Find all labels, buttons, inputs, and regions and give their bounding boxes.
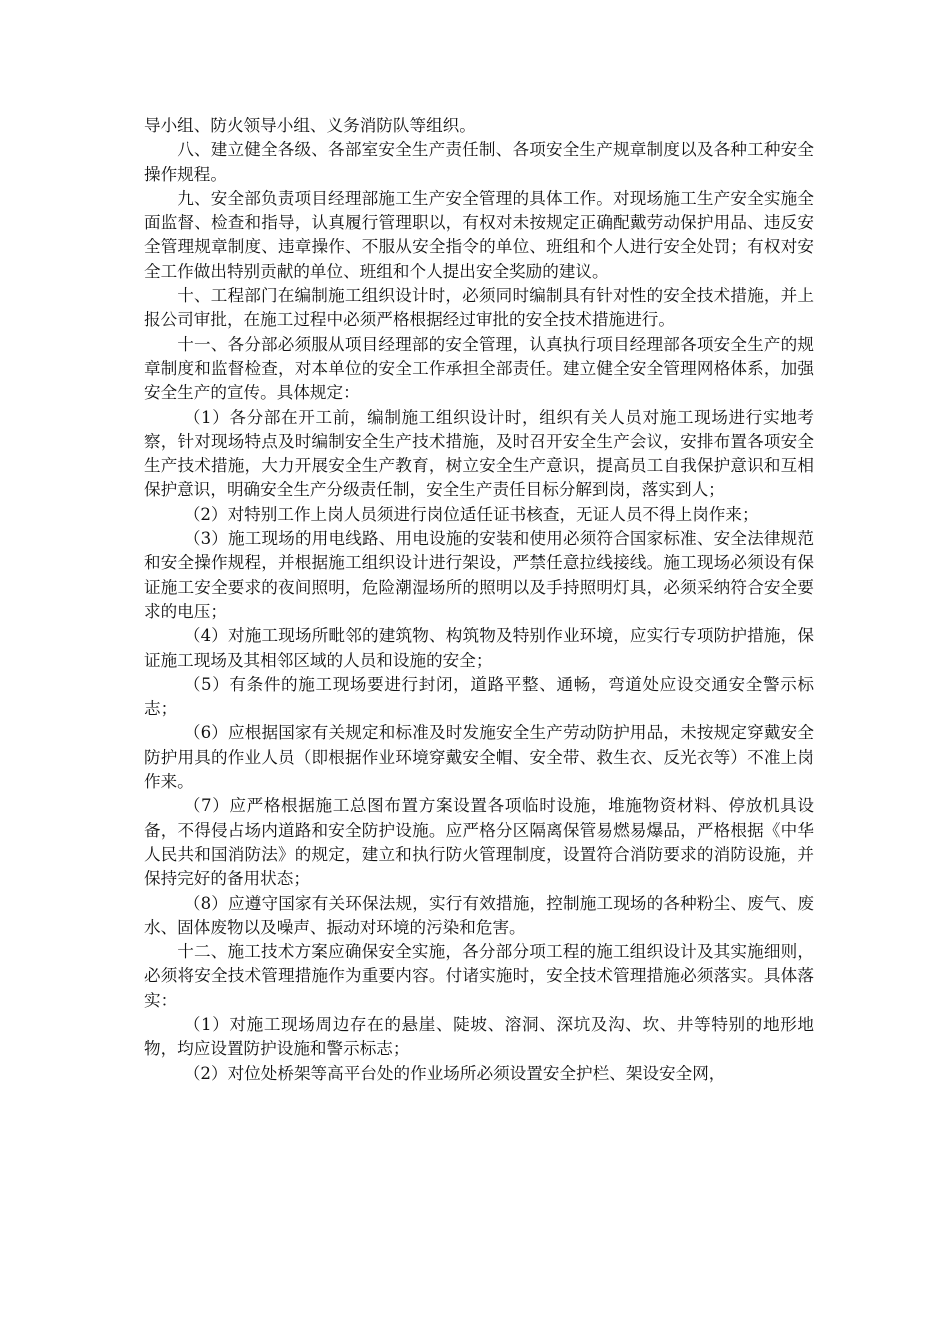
paragraph-item-9: 九、安全部负责项目经理部施工生产安全管理的具体工作。对现场施工生产安全实施全面监督、检查和指导，认真履行管理职以，有权对未按规定正确配戴劳动保护用品、违反安全管理规章制度、违章操作、不服从安全指令的单位、班组和个人进行安全处罚；有权对安全工作做出特别贡献的单位、班组和个人提出安全奖励的建议。 — [144, 188, 814, 281]
sub-item-11-4: （4）对施工现场所毗邻的建筑物、构筑物及特别作业环境，应实行专项防护措施，保证施工现场及其相邻区域的人员和设施的安全； — [144, 626, 814, 670]
sub-item-11-8: （8）应遵守国家有关环保法规，实行有效措施，控制施工现场的各种粉尘、废气、废水、固体废物以及噪声、振动对环境的污染和危害。 — [144, 893, 814, 937]
sub-item-11-7: （7）应严格根据施工总图布置方案设置各项临时设施，堆施物资材料、停放机具设备，不得侵占场内道路和安全防护设施。应严格分区隔离保管易燃易爆品，严格根据《中华人民共和国消防法》的规定，建立和执行防火管理制度，设置符合消防要求的消防设施，并保持完好的备用状态； — [144, 796, 814, 889]
sub-item-11-6: （6）应根据国家有关规定和标准及时发施安全生产劳动防护用品，未按规定穿戴安全防护用具的作业人员（即根据作业环境穿戴安全帽、安全带、救生衣、反光衣等）不准上岗作来。 — [144, 723, 814, 792]
sub-item-11-1: （1）各分部在开工前，编制施工组织设计时，组织有关人员对施工现场进行实地考察，针对现场特点及时编制安全生产技术措施，及时召开安全生产会议，安排布置各项安全生产技术措施，大力开展安全生产教育，树立安全生产意识，提高员工自我保护意识和互相保护意识，明确安全生产分级责任制，安全生产责任目标分解到岗，落实到人； — [144, 407, 814, 500]
document-page — [144, 114, 814, 1086]
paragraph-item-10: 十、工程部门在编制施工组织设计时，必须同时编制具有针对性的安全技术措施，并上报公司审批，在施工过程中必须严格根据经过审批的安全技术措施进行。 — [144, 286, 814, 330]
sub-item-12-2: （2）对位处桥架等高平台处的作业场所必须设置安全护栏、架设安全网， — [183, 1063, 726, 1083]
paragraph-continuation: 导小组、防火领导小组、义务消防队等组织。 — [144, 116, 476, 135]
sub-item-11-2: （2）对特别工作上岗人员须进行岗位适任证书核查，无证人员不得上岗作来； — [183, 504, 759, 524]
paragraph-item-11: 十一、各分部必须服从项目经理部的安全管理，认真执行项目经理部各项安全生产的规章制度和监督检查，对本单位的安全工作承担全部责任。建立健全安全管理网格体系，加强安全生产的宣传。具体规定： — [144, 334, 814, 403]
sub-item-11-3: （3）施工现场的用电线路、用电设施的安装和使用必须符合国家标准、安全法律规范和安全操作规程，并根据施工组织设计进行架设，严禁任意拉线接线。施工现场必须设有保证施工安全要求的夜间照明，危险潮湿场所的照明以及手持照明灯具，必须采纳符合安全要求的电压； — [144, 529, 814, 621]
sub-item-12-1: （1）对施工现场周边存在的悬崖、陡坡、溶洞、深坑及沟、坎、井等特别的地形地物，均应设置防护设施和警示标志； — [144, 1014, 814, 1059]
sub-item-11-5: （5）有条件的施工现场要进行封闭，道路平整、通畅，弯道处应设交通安全警示标志； — [144, 674, 814, 719]
paragraph-item-8: 八、建立健全各级、各部室安全生产责任制、各项安全生产规章制度以及各种工种安全操作规程。 — [144, 140, 814, 184]
paragraph-item-12: 十二、施工技术方案应确保安全实施，各分部分项工程的施工组织设计及其实施细则，必须将安全技术管理措施作为重要内容。付诸实施时，安全技术管理措施必须落实。具体落实： — [144, 942, 814, 1010]
